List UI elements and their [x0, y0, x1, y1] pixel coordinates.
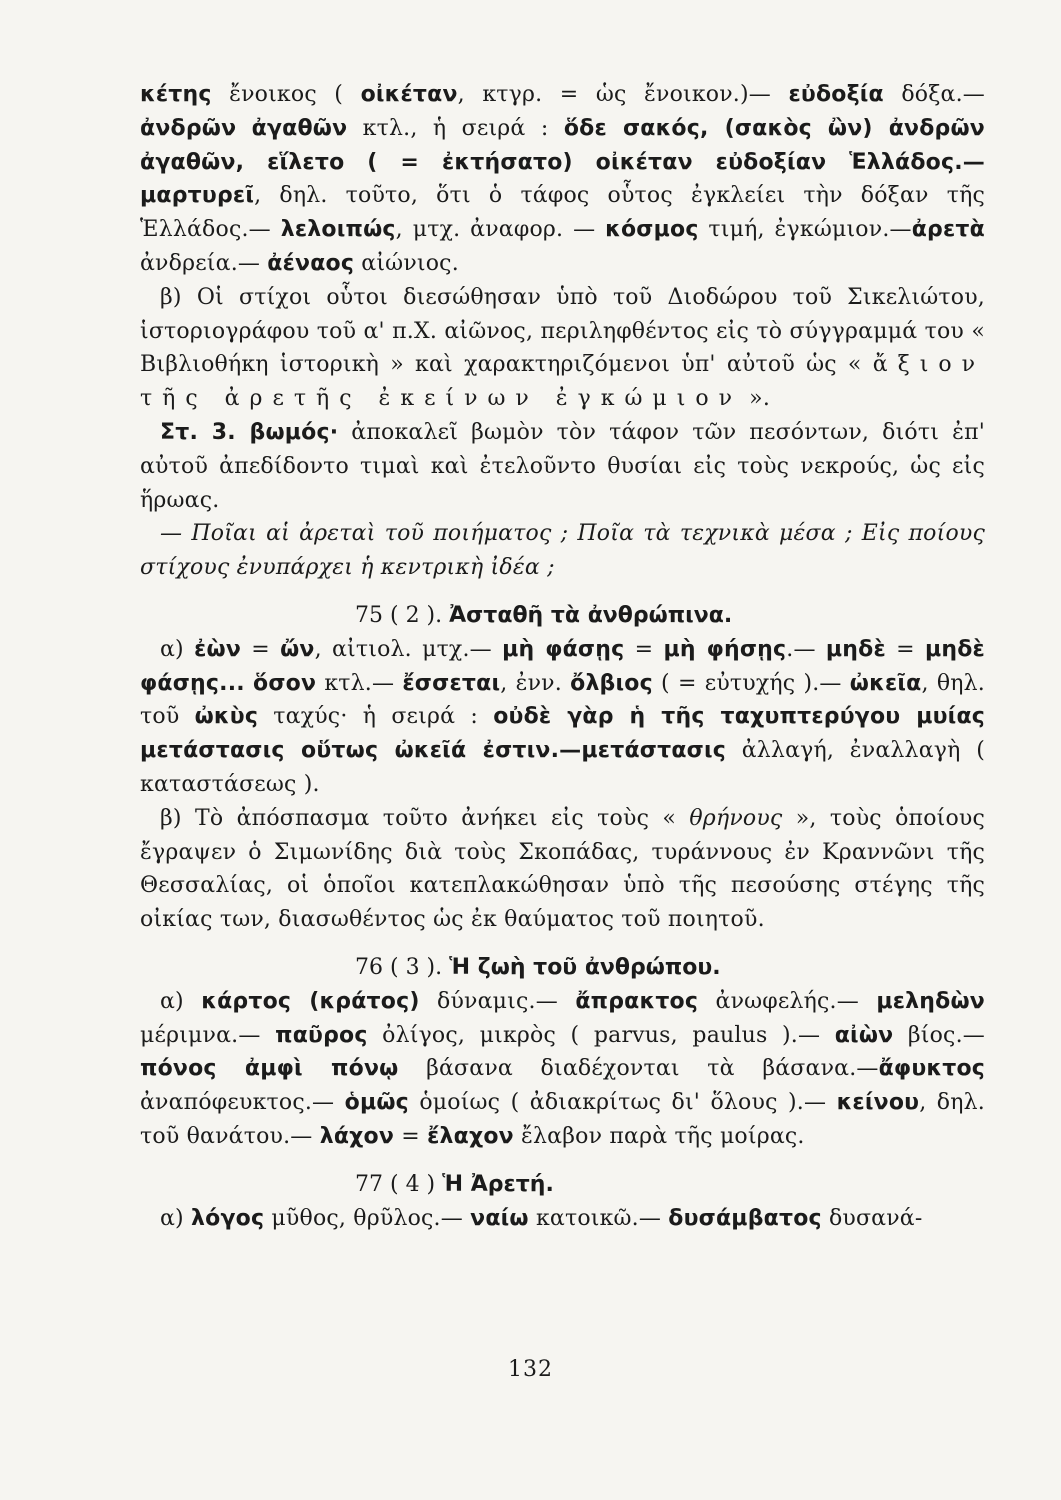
- text-segment: κτλ., ἡ σειρά :: [347, 115, 564, 141]
- text-segment: ἄφυκτος: [878, 1056, 986, 1082]
- text-segment: ».: [741, 386, 771, 412]
- text-segment: », τοὺς ὁποίους ἔγραψεν ὁ Σιμωνίδης διὰ τοὺς Σκοπάδας, τυράννους ἐν Κραννῶνι τῆς Θεσσαλίας, οἱ ὁποῖοι κατεπλακώθησαν ὑπὸ τῆς πεσούσης στέγης τῆς οἰκίας των, διασωθέντος ὡς ἐκ θαύματος τοῦ ποιητοῦ.: [140, 805, 985, 933]
- text-segment: ἔλαχον: [427, 1123, 514, 1149]
- text-segment: ὠκὺς: [194, 704, 259, 730]
- text-segment: ( = εὐτυχής ).—: [652, 670, 850, 696]
- text-segment: α): [160, 1205, 192, 1231]
- text-segment: ἀνδρεία.—: [140, 250, 268, 276]
- text-segment: ἀνδρῶν: [140, 115, 237, 141]
- section-heading: [140, 951, 985, 985]
- text-segment: 75 ( 2 ).: [355, 602, 450, 628]
- paragraph: [140, 416, 985, 517]
- text-segment: παῦρος: [275, 1022, 368, 1048]
- text-segment: λόγος: [191, 1205, 265, 1231]
- text-segment: Ἡ Ἀρετή.: [442, 1171, 554, 1197]
- text-segment: ναίω: [470, 1205, 529, 1231]
- text-segment: μὴ φάσῃς: [502, 636, 625, 662]
- text-segment: 76 ( 3 ).: [355, 954, 450, 980]
- text-segment: =: [885, 636, 925, 662]
- text-segment: ἀρετὰ: [911, 217, 985, 243]
- text-segment: κάρτος (κράτος): [201, 988, 420, 1014]
- text-block: [140, 78, 985, 1235]
- text-segment: κόσμος: [605, 217, 699, 243]
- section-heading: [140, 599, 985, 633]
- text-segment: =: [241, 636, 281, 662]
- text-segment: , ἐνν.: [500, 670, 571, 696]
- text-segment: ἔλαβον παρὰ τῆς μοίρας.: [513, 1123, 805, 1149]
- text-segment: ἔνοικος (: [211, 82, 361, 107]
- text-segment: ὅσον: [253, 670, 317, 696]
- text-segment: μῦθος, θρῦλος.—: [264, 1205, 471, 1231]
- text-segment: Στ. 3. βωμός·: [160, 419, 339, 445]
- text-segment: , αἰτιολ. μτχ.—: [314, 636, 503, 662]
- text-segment: ὠκεῖα: [849, 670, 922, 696]
- text-segment: ὄλβιος: [570, 670, 653, 696]
- text-segment: τιμή, ἐγκώμιον.—: [698, 217, 912, 243]
- text-segment: ἔσσεται: [402, 670, 501, 696]
- paragraph: [140, 281, 985, 416]
- text-segment: αἰώνιος.: [354, 250, 459, 276]
- text-segment: ἀνωφελής.—: [698, 988, 877, 1014]
- text-segment: μηδὲ: [825, 636, 886, 662]
- text-segment: ὀλίγος, μικρὸς ( parvus, paulus ).—: [367, 1022, 835, 1048]
- text-segment: Ἀσταθῆ τὰ ἀνθρώπινα.: [449, 602, 733, 628]
- text-segment: , δηλ. τοῦτο, ὅτι ὁ τάφος οὗτος ἐγκλείει τὴν δόξαν τῆς Ἑλλάδος.—: [140, 183, 985, 243]
- text-segment: λάχον: [319, 1123, 395, 1149]
- text-segment: κέτης: [140, 82, 212, 107]
- text-segment: μέριμνα.—: [140, 1022, 276, 1048]
- text-segment: ἀλλαγή, ἐναλλαγὴ ( καταστάσεως ).: [140, 738, 985, 797]
- text-segment: ὁμοίως ( ἀδιακρίτως δι' ὅλους ).—: [408, 1090, 837, 1116]
- text-segment: αἰὼν: [834, 1022, 894, 1048]
- text-segment: ὅδε σακός, (σακὸς ὢν) ἀνδρῶν ἀγαθῶν, εἵλετο ( = ἐκτήσατο) οἰκέταν εὐδοξίαν Ἑλλάδος.— μαρτυρεῖ: [140, 115, 985, 209]
- page-number: 132: [508, 1357, 553, 1382]
- text-segment: β) Οἱ στίχοι οὗτοι διεσώθησαν ὑπὸ τοῦ Διοδώρου τοῦ Σικελιώτου, ἱστοριογράφου τοῦ α' π.Χ. αἰῶνος, περιληφθέντος εἰς τὸ σύγγραμμά του « Βιβλιοθήκη ἱστορικὴ » καὶ χαρακτηριζόμενοι ὑπ' αὐτοῦ ὡς «: [140, 284, 985, 378]
- text-segment: ἀέναος: [267, 250, 355, 276]
- text-segment: [245, 671, 253, 696]
- text-segment: , μτχ. ἀναφορ. —: [395, 217, 606, 243]
- text-segment: ἀποκαλεῖ βωμὸν τὸν τάφον τῶν πεσόντων, διότι ἐπ' αὐτοῦ ἀπεδίδοντο τιμαὶ καὶ ἐτελοῦντο θυσίαι εἰς τοὺς νεκρούς, ὡς εἰς ἥρωας.: [140, 419, 985, 513]
- text-segment: ἐὼν: [194, 636, 242, 662]
- section-gap: [140, 585, 985, 599]
- text-segment: ταχύς· ἡ σειρά :: [258, 704, 494, 730]
- text-segment: οἰκέταν: [360, 82, 458, 107]
- text-segment: κείνου: [836, 1090, 920, 1116]
- text-segment: β) Τὸ ἀπόσπασμα τοῦτο ἀνήκει εἰς τοὺς «: [160, 805, 690, 831]
- text-segment: — Ποῖαι αἱ ἀρεταὶ τοῦ ποιήματος ; Ποῖα τὰ τεχνικὰ μέσα ; Εἰς ποίους στίχους ἐνυπάρχει ἡ κεντρικὴ ἰδέα ;: [140, 521, 985, 581]
- text-segment: κατοικῶ.—: [528, 1205, 669, 1231]
- section-gap: [140, 937, 985, 951]
- text-segment: οὐδὲ γὰρ ἡ τῆς ταχυπτερύγου μυίας μετάστασις οὕτως ὠκεῖά ἐστιν.—μετάστασις: [140, 704, 985, 764]
- text-segment: .—: [786, 636, 826, 662]
- text-segment: 77 ( 4 ): [355, 1171, 443, 1197]
- paragraph: [140, 633, 985, 802]
- text-segment: βίος.—: [893, 1022, 985, 1048]
- text-segment: μὴ φήσῃς: [663, 636, 787, 662]
- text-segment: ἀναπόφευκτος.—: [140, 1090, 345, 1116]
- paragraph: [140, 802, 985, 937]
- text-segment: , θηλ. τοῦ: [140, 670, 986, 730]
- text-segment: ἀγαθῶν: [251, 115, 348, 141]
- text-segment: δυσανά-: [821, 1205, 923, 1231]
- text-segment: πόνος ἀμφὶ πόνῳ: [140, 1056, 399, 1082]
- text-segment: =: [394, 1123, 428, 1149]
- text-segment: α): [160, 636, 195, 662]
- text-segment: ἄπρακτος: [575, 988, 699, 1014]
- text-segment: δυσάμβατος: [668, 1205, 822, 1231]
- section-gap: [140, 1154, 985, 1168]
- paragraph: [140, 985, 985, 1154]
- text-segment: =: [624, 636, 664, 662]
- paragraph: [140, 1202, 985, 1236]
- text-segment: εὐδοξία: [788, 82, 884, 107]
- text-segment: θρήνους: [689, 805, 783, 831]
- text-segment: κτλ.—: [316, 670, 403, 696]
- text-segment: δόξα.—: [883, 82, 985, 107]
- text-segment: δύναμις.—: [419, 988, 576, 1014]
- text-segment: ὁμῶς: [344, 1090, 409, 1116]
- paragraph: [140, 78, 985, 281]
- text-segment: α): [160, 988, 202, 1014]
- text-segment: , δηλ. τοῦ θανάτου.—: [140, 1090, 985, 1149]
- text-segment: , κτγρ. = ὡς ἔνοικον.)—: [457, 82, 789, 107]
- text-segment: ἄξιον τῆς ἀρετῆς ἐκείνων ἐγκώμιον: [140, 352, 985, 412]
- text-segment: βάσανα διαδέχονται τὰ βάσανα.—: [398, 1056, 879, 1082]
- text-segment: μηδὲ φάσῃς...: [140, 636, 985, 696]
- text-segment: μεληδὼν: [876, 988, 985, 1014]
- section-heading: [140, 1168, 985, 1202]
- paragraph: [140, 517, 985, 585]
- text-segment: ὤν: [280, 636, 315, 662]
- text-segment: λελοιπώς: [280, 217, 396, 243]
- text-segment: Ἡ ζωὴ τοῦ ἀνθρώπου.: [449, 954, 721, 980]
- text-segment: [236, 116, 251, 141]
